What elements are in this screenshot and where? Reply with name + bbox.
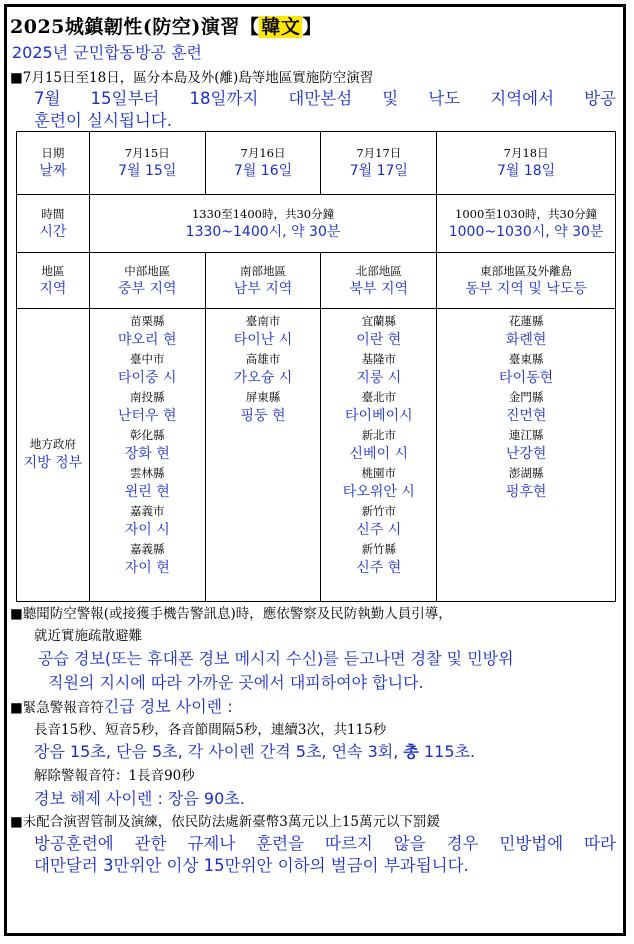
county-ko: 타이난 시	[233, 332, 293, 348]
county-ko: 신주 현	[356, 560, 402, 576]
schedule-table	[16, 131, 616, 602]
county-ko: 타이동현	[499, 370, 554, 386]
date-zh: 7月16日	[240, 146, 286, 160]
county-ko: 자이 현	[124, 560, 170, 576]
page-subtitle: 2025년 군민합동방공 훈련	[12, 43, 202, 62]
county-zh: 澎湖縣	[508, 466, 544, 480]
county-zh: 基隆市	[361, 352, 397, 366]
intro-ko-line1: 7월 15일부터 18일까지 대만본섬 및 낙도 지역에서 방공	[34, 89, 616, 108]
intro-ko-line2: 훈련이 실시됩니다.	[34, 111, 173, 130]
county-ko: 지룽 시	[356, 370, 402, 386]
region-label-ko: 지역	[39, 280, 67, 297]
time-last-ko: 1000~1030시, 약 30분	[448, 223, 604, 240]
table-row-gov	[17, 309, 616, 602]
county-zh: 新北市	[361, 428, 397, 442]
date-zh: 7月17日	[356, 146, 402, 160]
region-zh: 中部地區	[124, 263, 171, 278]
siren-pattern-ko-b: 115초.	[418, 742, 476, 761]
county-ko: 윈린 현	[124, 484, 170, 500]
county-ko: 신주 시	[356, 522, 402, 538]
table-row-regions	[17, 253, 616, 309]
county-ko: 타이베이시	[345, 408, 413, 424]
gov-list-central	[89, 309, 205, 602]
county-zh: 屏東縣	[245, 390, 281, 404]
county-ko: 화롄현	[505, 332, 547, 348]
county-zh: 連江縣	[508, 428, 544, 442]
gov-label-ko: 지방 정부	[23, 455, 83, 471]
gov-label-cell	[17, 309, 90, 602]
title-main: 2025城鎮韌性(防空)演習【	[10, 16, 260, 38]
county-ko: 장화 현	[124, 446, 170, 462]
region-ko: 남부 지역	[233, 280, 293, 297]
title-highlight: 韓文	[261, 16, 301, 38]
alarm-zh-line2: 就近實施疏散避難	[34, 628, 142, 644]
region-zh: 北部地區	[355, 263, 402, 278]
time-label-zh: 時間	[41, 206, 65, 221]
county-ko: 펑후현	[505, 484, 547, 500]
siren-pattern-ko	[34, 739, 475, 762]
siren-head-ko: 긴급 경보 사이렌 :	[103, 697, 233, 716]
time-main-ko: 1330~1400시, 약 30분	[185, 223, 341, 240]
county-ko: 진먼현	[505, 408, 547, 424]
county-ko: 먀오리 현	[117, 332, 177, 348]
siren-head	[10, 694, 233, 717]
date-label-ko: 날짜	[39, 163, 67, 179]
time-main-zh: 1330至1400時，共30分鐘	[191, 206, 335, 221]
county-zh: 嘉義縣	[130, 542, 165, 556]
county-zh: 臺中市	[130, 352, 165, 366]
region-cell	[437, 253, 616, 309]
date-cell	[89, 132, 205, 195]
county-zh: 嘉義市	[130, 504, 165, 518]
intro-zh: ■7月15日至18日，區分本島及外(離)島等地區實施防空演習	[10, 70, 374, 86]
county-ko: 자이 시	[124, 522, 170, 538]
gov-label-zh: 地方政府	[29, 437, 76, 451]
siren-pattern-ko-a: 장음 15초, 단음 5초, 각 사이렌 간격 5초, 연속 3회,	[34, 742, 404, 761]
date-ko: 7월 18일	[496, 163, 556, 179]
gov-list-north	[321, 309, 437, 602]
county-zh: 新竹縣	[361, 542, 397, 556]
county-ko: 타오위안 시	[342, 484, 415, 500]
siren-clear-ko: 경보 해제 사이렌 : 장음 90초.	[34, 789, 245, 808]
date-cell	[321, 132, 437, 195]
region-ko: 중부 지역	[117, 280, 177, 297]
title-end: 】	[302, 16, 322, 38]
penalty-zh: ■未配合演習管制及演練，依民防法處新臺幣3萬元以上15萬元以下罰鍰	[10, 814, 441, 830]
table-row-dates	[17, 132, 616, 195]
county-zh: 南投縣	[130, 390, 165, 404]
county-zh: 桃園市	[361, 466, 397, 480]
county-ko: 타이중 시	[117, 370, 177, 386]
siren-clear-zh: 解除警報音符：1長音90秒	[34, 768, 195, 784]
region-cell	[321, 253, 437, 309]
county-zh: 彰化縣	[130, 428, 165, 442]
region-ko: 동부 지역 및 낙도등	[465, 280, 587, 297]
date-cell	[437, 132, 616, 195]
county-ko: 핑둥 현	[240, 408, 286, 424]
date-zh: 7月15日	[124, 146, 170, 160]
alarm-zh-line1: ■聽聞防空警報(或接獲手機告警訊息)時，應依警察及民防執勤人員引導，	[10, 606, 452, 622]
time-last-zh: 1000至1030時，共30分鐘	[455, 206, 598, 221]
alarm-ko-line2: 직원의 지시에 따라 가까운 곳에서 대피하여야 합니다.	[48, 673, 424, 692]
date-ko: 7월 15일	[118, 163, 177, 179]
date-cell	[205, 132, 321, 195]
region-label-zh: 地區	[41, 263, 65, 278]
region-ko: 북부 지역	[349, 280, 409, 297]
siren-pattern-zh: 長音15秒、短音5秒，各音節間隔5秒，連續3次，共115秒	[34, 722, 387, 738]
page-title	[10, 12, 322, 39]
gov-list-east	[437, 309, 616, 602]
date-zh: 7月18日	[503, 146, 549, 160]
date-ko: 7월 17일	[349, 163, 408, 179]
county-zh: 苗栗縣	[130, 314, 165, 328]
time-last-cell	[437, 195, 616, 253]
region-cell	[89, 253, 205, 309]
county-zh: 花蓮縣	[508, 314, 544, 328]
siren-head-zh: ■緊急警報音符	[10, 700, 104, 716]
county-zh: 臺東縣	[508, 352, 544, 366]
date-label-zh: 日期	[41, 146, 65, 160]
county-ko: 신베이 시	[349, 446, 409, 462]
time-label-ko: 시간	[39, 223, 67, 240]
region-zh: 東部地區及外離島	[480, 263, 573, 278]
county-zh: 金門縣	[508, 390, 544, 404]
county-ko: 이란 현	[356, 332, 402, 348]
county-zh: 宜蘭縣	[361, 314, 397, 328]
county-ko: 난터우 현	[117, 408, 177, 424]
time-main-cell	[89, 195, 436, 253]
penalty-ko-line2: 대만달러 3만위안 이상 15만위안 이하의 벌금이 부과됩니다.	[34, 856, 469, 875]
date-ko: 7월 16일	[233, 163, 293, 179]
penalty-ko-line1: 방공훈련에 관한 규제나 훈련을 따르지 않을 경우 민방법에 따라	[34, 834, 616, 853]
county-zh: 臺北市	[361, 390, 397, 404]
siren-pattern-ko-bold: 총	[403, 742, 419, 761]
county-zh: 新竹市	[361, 504, 397, 518]
county-ko: 가오슝 시	[233, 370, 293, 386]
time-label-cell	[17, 195, 90, 253]
date-label-cell	[17, 132, 90, 195]
table-row-time	[17, 195, 616, 253]
alarm-ko-line1: 공습 경보(또는 휴대폰 경보 메시지 수신)를 듣고나면 경찰 및 민방위	[38, 649, 514, 668]
region-cell	[205, 253, 321, 309]
county-zh: 高雄市	[245, 352, 281, 366]
county-ko: 난강현	[505, 446, 547, 462]
region-label-cell	[17, 253, 90, 309]
gov-list-south	[205, 309, 321, 602]
county-zh: 臺南市	[245, 314, 281, 328]
county-zh: 雲林縣	[130, 466, 165, 480]
region-zh: 南部地區	[240, 263, 287, 278]
